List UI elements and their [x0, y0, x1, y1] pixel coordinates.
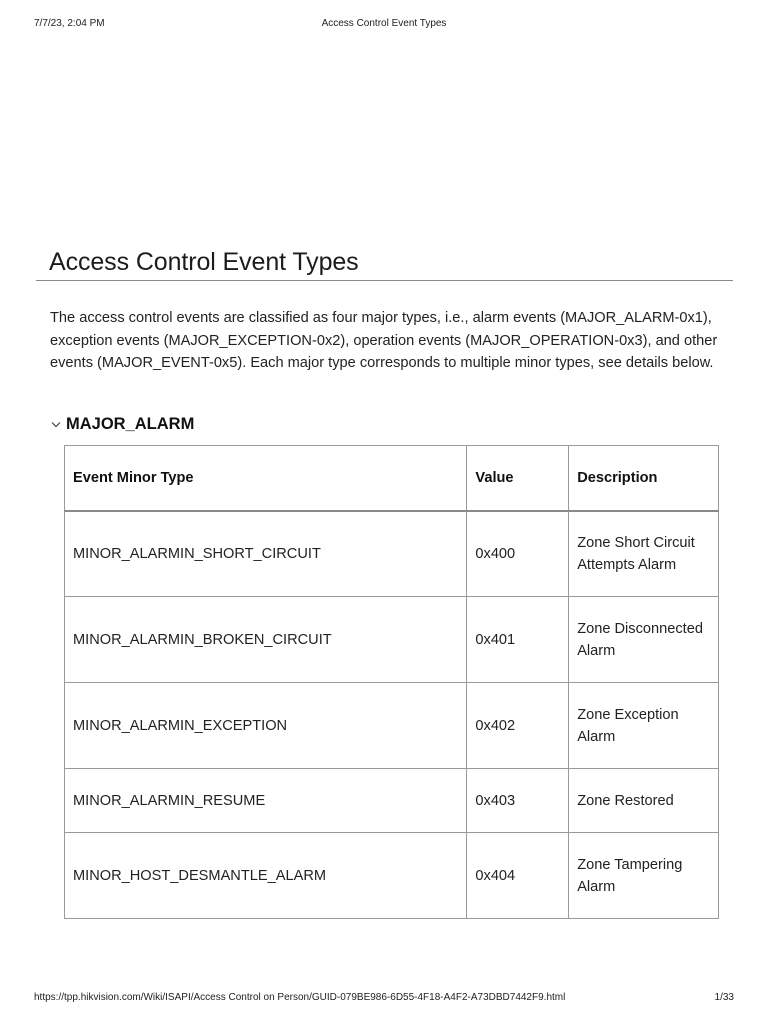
page-number: 1/33: [714, 992, 734, 1003]
table-row: [65, 833, 719, 919]
description-cell: Zone Restored: [569, 769, 719, 833]
value-cell: 0x401: [467, 597, 569, 683]
minor-type-cell: MINOR_ALARMIN_RESUME: [65, 769, 467, 833]
intro-paragraph: The access control events are classified as four major types, i.e., alarm events (MAJOR_ALARM-0x1), exception events (MAJOR_EXCEPTION-0x2), operation events (MAJOR_OPERATION-0x3), and other events (MAJOR_EVENT-0x5). Each major type corresponds to multiple minor types, see details below.: [50, 310, 718, 371]
minor-type-cell: MINOR_ALARMIN_EXCEPTION: [65, 683, 467, 769]
event-types-table: [64, 445, 719, 919]
table-header-row: [65, 446, 719, 511]
print-footer: [34, 992, 734, 1006]
chevron-down-icon[interactable]: [50, 413, 62, 435]
page-title: Access Control Event Types: [49, 248, 359, 276]
table-row: [65, 769, 719, 833]
title-divider: [36, 280, 733, 281]
value-cell: 0x402: [467, 683, 569, 769]
description-cell: Zone Disconnected Alarm: [569, 597, 719, 683]
minor-type-cell: MINOR_ALARMIN_BROKEN_CIRCUIT: [65, 597, 467, 683]
table-row: [65, 597, 719, 683]
description-cell: Zone Tampering Alarm: [569, 833, 719, 919]
table-row: [65, 683, 719, 769]
section-heading-major-alarm[interactable]: [50, 413, 194, 435]
column-header-description: Description: [569, 446, 719, 511]
description-cell: Zone Exception Alarm: [569, 683, 719, 769]
value-cell: 0x404: [467, 833, 569, 919]
minor-type-cell: MINOR_HOST_DESMANTLE_ALARM: [65, 833, 467, 919]
description-cell: Zone Short Circuit Attempts Alarm: [569, 511, 719, 597]
column-header-value: Value: [467, 446, 569, 511]
section-label: MAJOR_ALARM: [66, 414, 195, 433]
print-header: [34, 18, 734, 32]
print-doc-title: Access Control Event Types: [321, 18, 447, 29]
print-datetime: 7/7/23, 2:04 PM: [34, 18, 105, 29]
value-cell: 0x403: [467, 769, 569, 833]
table-row: [65, 511, 719, 597]
value-cell: 0x400: [467, 511, 569, 597]
print-url: https://tpp.hikvision.com/Wiki/ISAPI/Access Control on Person/GUID-079BE986-6D55-4F18-A4F2-A73DBD7442F9.html: [34, 992, 566, 1003]
column-header-minor-type: Event Minor Type: [65, 446, 467, 511]
minor-type-cell: MINOR_ALARMIN_SHORT_CIRCUIT: [65, 511, 467, 597]
